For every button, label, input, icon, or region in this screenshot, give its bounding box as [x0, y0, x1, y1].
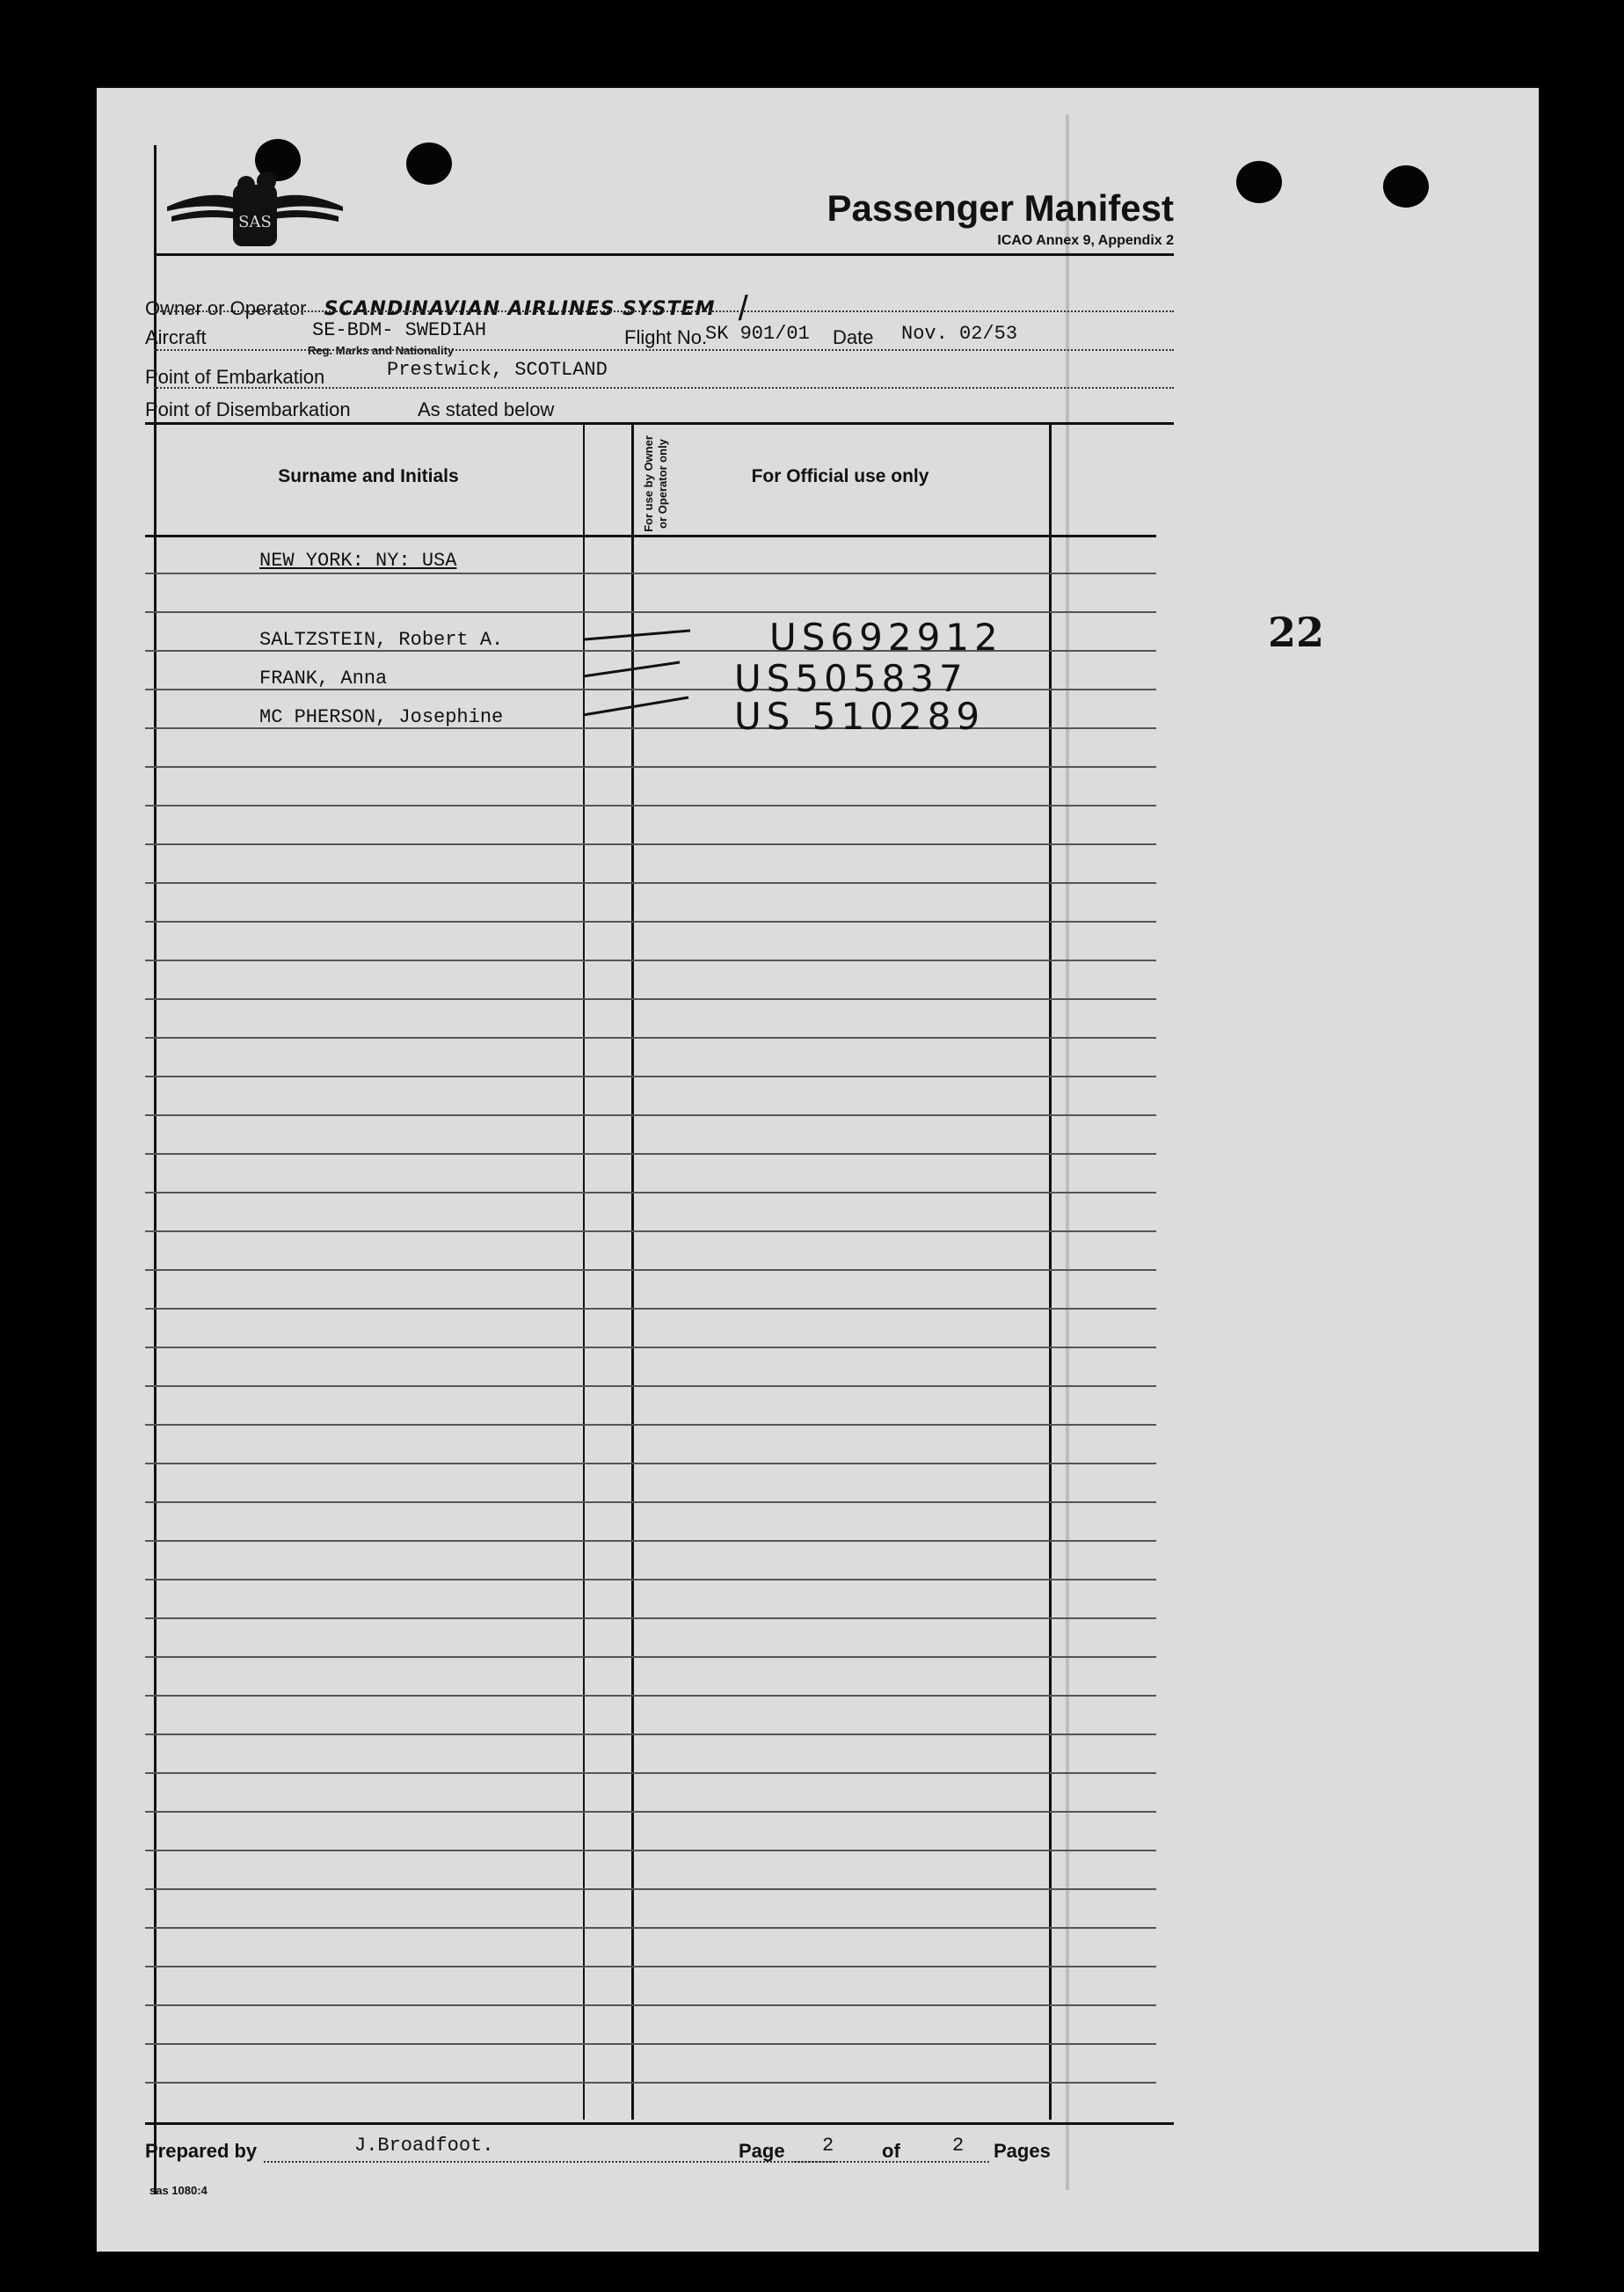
- owner-label: Owner or Operator: [145, 297, 307, 319]
- embark-value: Prestwick, SCOTLAND: [387, 359, 608, 381]
- form-left-border: [154, 145, 157, 2194]
- ruled-line: [145, 2004, 1156, 2006]
- table-top-rule: [145, 422, 1174, 425]
- ruled-line: [145, 1153, 1156, 1155]
- ruled-line: [145, 960, 1156, 961]
- ruled-line: [145, 1114, 1156, 1116]
- flight-value: SK 901/01: [705, 323, 810, 345]
- ruled-line: [145, 1037, 1156, 1039]
- svg-text:SAS: SAS: [238, 213, 272, 231]
- airline-logo-icon: [163, 158, 347, 255]
- page-label: Page: [739, 2140, 785, 2162]
- ruled-line: [145, 1540, 1156, 1542]
- flight-label: Flight No.: [624, 326, 708, 348]
- ruled-line: [145, 1734, 1156, 1735]
- ruled-line: [145, 1308, 1156, 1310]
- prepared-label: Prepared by: [145, 2140, 258, 2162]
- of-label: of: [882, 2140, 900, 2162]
- ruled-line: [145, 1192, 1156, 1193]
- official-entry: US 510289: [734, 695, 986, 738]
- ruled-line: [145, 2043, 1156, 2045]
- ruled-line: [145, 1424, 1156, 1426]
- ruled-line: [145, 766, 1156, 768]
- ruled-line: [145, 1385, 1156, 1387]
- passenger-name: SALTZSTEIN, Robert A.: [259, 629, 504, 651]
- punch-hole: [1383, 165, 1429, 208]
- owner-line: [154, 310, 1174, 312]
- col-header-owner-use: For use by Owner or Operator only: [642, 435, 669, 532]
- header-rule: [145, 535, 1156, 537]
- manifest-form: [145, 119, 1174, 2203]
- disembark-value: As stated below: [418, 398, 555, 420]
- ruled-line: [145, 1463, 1156, 1464]
- manifest-sheet: [97, 88, 1539, 2252]
- page-title: Passenger Manifest: [827, 187, 1174, 229]
- destination-heading: NEW YORK: NY: USA: [259, 550, 457, 572]
- passenger-name: MC PHERSON, Josephine: [259, 706, 504, 728]
- aircraft-note: Reg. Marks and Nationality: [308, 344, 455, 357]
- title-rule: [154, 253, 1174, 256]
- owner-value: SCANDINAVIAN AIRLINES SYSTEM: [324, 298, 716, 320]
- ruled-line: [145, 998, 1156, 1000]
- ruled-line: [145, 1850, 1156, 1851]
- disembark-label: Point of Disembarkation: [145, 398, 351, 420]
- col-header-official: For Official use only: [751, 466, 929, 486]
- passenger-name: FRANK, Anna: [259, 668, 388, 690]
- ruled-line: [145, 1811, 1156, 1813]
- ruled-line: [145, 882, 1156, 884]
- ruled-line: [145, 1269, 1156, 1271]
- prepared-value: J.Broadfoot.: [354, 2135, 494, 2157]
- pages-label: Pages: [994, 2140, 1051, 2162]
- ruled-line: [145, 805, 1156, 807]
- ruled-line: [145, 1617, 1156, 1619]
- embark-line: [154, 387, 1174, 389]
- ruled-line: [145, 1966, 1156, 1967]
- ruled-line: [145, 1888, 1156, 1890]
- ruled-line: [145, 1656, 1156, 1658]
- date-label: Date: [833, 326, 874, 348]
- ruled-line: [145, 1695, 1156, 1697]
- owner-row: [145, 284, 748, 328]
- ruled-line: [145, 921, 1156, 923]
- ruled-line: [145, 1579, 1156, 1580]
- column-divider: [1049, 422, 1052, 2120]
- ruled-line: [145, 1927, 1156, 1929]
- ruled-line: [145, 573, 1156, 574]
- form-number: sas 1080:4: [149, 2184, 208, 2197]
- ruled-line: [145, 2082, 1156, 2084]
- ruled-line: [145, 1772, 1156, 1774]
- aircraft-value: SE-BDM- SWEDIAH: [312, 319, 487, 341]
- stamp-number: 22: [1268, 609, 1325, 656]
- date-value: Nov. 02/53: [901, 323, 1018, 345]
- ruled-line: [145, 1076, 1156, 1077]
- page-line: [791, 2161, 989, 2163]
- aircraft-label: Aircraft: [145, 326, 207, 348]
- col-header-surname: Surname and Initials: [278, 466, 459, 486]
- embark-label: Point of Embarkation: [145, 366, 325, 388]
- ruled-line: [145, 1230, 1156, 1232]
- ruled-line: [145, 843, 1156, 845]
- punch-hole: [1236, 161, 1282, 203]
- of-value: 2: [952, 2135, 965, 2157]
- page-value: 2: [822, 2135, 834, 2157]
- aircraft-line: [154, 349, 1174, 351]
- ruled-line: [145, 1501, 1156, 1503]
- check-marks: [576, 611, 699, 726]
- official-entry: US505837: [734, 657, 968, 700]
- official-entry: US692912: [769, 616, 1003, 659]
- ruled-line: [145, 1347, 1156, 1348]
- owner-mark: /: [738, 289, 748, 328]
- footer-rule: [145, 2122, 1174, 2125]
- page-subtitle: ICAO Annex 9, Appendix 2: [997, 233, 1174, 248]
